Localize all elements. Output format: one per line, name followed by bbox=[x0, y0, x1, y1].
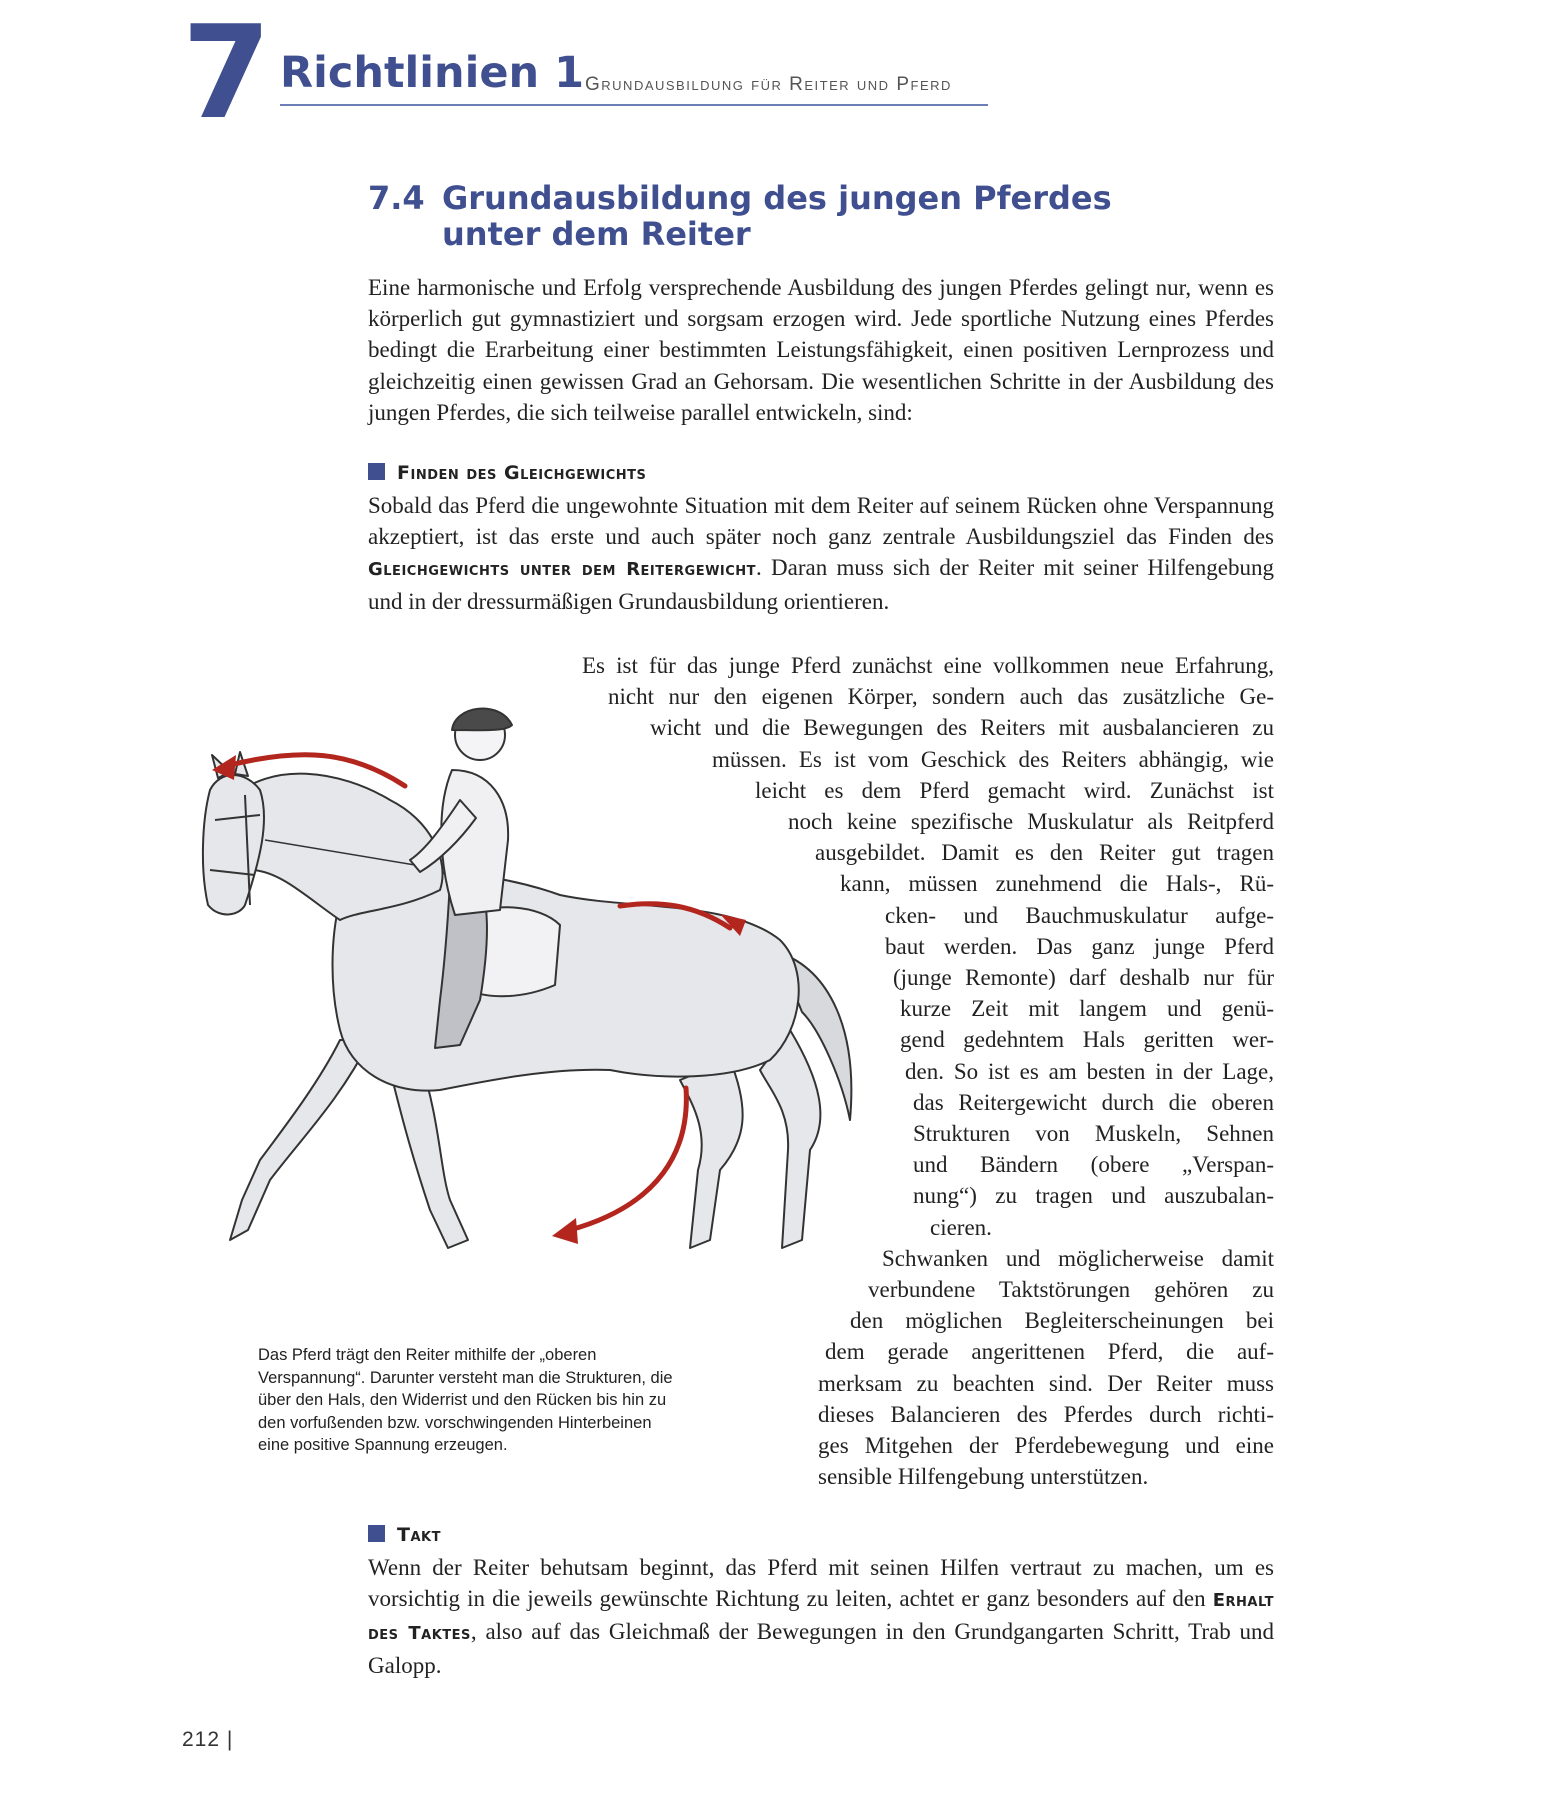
column-text-line: leicht es dem Pferd gemacht wird. Zunächst ist bbox=[755, 777, 1274, 803]
chapter-rule bbox=[280, 104, 988, 106]
column-text-line: Strukturen von Muskeln, Sehnen bbox=[913, 1121, 1274, 1146]
square-bullet-icon bbox=[368, 1525, 385, 1542]
section-title-line2: unter dem Reiter bbox=[442, 215, 751, 253]
heading-balance bbox=[368, 462, 646, 484]
column-text-line: cieren. bbox=[930, 1214, 992, 1240]
column-text-line: verbundene Taktstörungen gehören zu bbox=[868, 1277, 1274, 1302]
column-text-line: sensible Hilfengebung unterstützen. bbox=[818, 1464, 1149, 1490]
column-text-line: merksam zu beachten sind. Der Reiter muss bbox=[818, 1370, 1274, 1396]
balance-paragraph bbox=[368, 490, 1274, 617]
column-text-line: baut werden. Das ganz junge Pferd bbox=[885, 933, 1274, 959]
illustration-caption: Das Pferd trägt den Reiter mithilfe der „oberen Verspannung“. Darunter versteht man die Strukturen, die über den Hals, den Widerrist und den Rücken bis hin zu den vorfußenden bzw. vorschwingenden Hinterbeinen eine positive Spannung erzeugen. bbox=[258, 1346, 673, 1454]
intro-paragraph: Eine harmonische und Erfolg versprechende Ausbildung des jungen Pferdes gelingt nur, wenn es körperlich gut gymnastiziert und sorgsam erzogen wird. Jede sportliche Nutzung eines Pferdes bedingt die Erarbeitung einer bestimmten Leistungsfähigkeit, einen positiven Lernprozess und gleichzeitig einen gewissen Grad an Gehorsam. Die wesentlichen Schritte in der Ausbildung des jungen Pferdes, die sich teilweise parallel entwickeln, sind: bbox=[368, 275, 1274, 425]
column-text-line: dieses Balancieren des Pferdes durch richti- bbox=[818, 1401, 1274, 1427]
balance-text-after: . Daran muss sich der Reiter mit seiner Hilfengebung und in der dressurmäßigen Grundausbildung orientieren. bbox=[368, 555, 1274, 614]
column-text-line: ges Mitgehen der Pferdebewegung und eine bbox=[818, 1433, 1274, 1458]
column-text-line: und Bändern (obere „Verspan- bbox=[913, 1152, 1274, 1178]
heading-takt bbox=[368, 1524, 441, 1546]
column-text-line: kurze Zeit mit langem und genü- bbox=[900, 996, 1274, 1022]
page-number: 212 | bbox=[182, 1728, 234, 1751]
takt-emphasis: Erhalt des Taktes bbox=[368, 1590, 1274, 1645]
column-text-line: das Reitergewicht durch die oberen bbox=[913, 1089, 1274, 1115]
column-text-line: Es ist für das junge Pferd zunächst eine vollkommen neue Erfahrung, bbox=[582, 653, 1274, 678]
column-text-line: nicht nur den eigenen Körper, sondern auch das zusätzliche Ge- bbox=[608, 684, 1274, 710]
takt-paragraph bbox=[368, 1552, 1274, 1681]
column-text-line: nung“) zu tragen und auszubalan- bbox=[913, 1183, 1274, 1209]
column-text-line: den. So ist es am besten in der Lage, bbox=[905, 1058, 1274, 1084]
section-title-line1: Grundausbildung des jungen Pferdes bbox=[442, 179, 1112, 217]
column-text-line: dem gerade angerittenen Pferd, die auf- bbox=[825, 1339, 1274, 1365]
balance-emphasis: Gleichgewichts unter dem Reitergewicht bbox=[368, 559, 757, 581]
heading-takt-text: Takt bbox=[397, 1524, 441, 1546]
chapter-number: 7 bbox=[182, 0, 268, 148]
column-text-line: ausgebildet. Damit es den Reiter gut tragen bbox=[815, 840, 1274, 866]
column-text-line: kann, müssen zunehmend die Hals-, Rü- bbox=[840, 871, 1274, 897]
section-number: 7.4 bbox=[368, 179, 425, 217]
heading-balance-text: Finden des Gleichgewichts bbox=[397, 462, 647, 484]
column-text-line: wicht und die Bewegungen des Reiters mit ausbalancieren zu bbox=[650, 715, 1274, 741]
square-bullet-icon bbox=[368, 463, 385, 480]
horse-and-rider-illustration bbox=[190, 700, 870, 1300]
column-text-line: (junge Remonte) darf deshalb nur für bbox=[893, 965, 1274, 990]
column-text-line: noch keine spezifische Muskulatur als Reitpferd bbox=[788, 809, 1274, 834]
column-text-line: müssen. Es ist vom Geschick des Reiters abhängig, wie bbox=[712, 746, 1274, 772]
balance-text-before: Sobald das Pferd die ungewohnte Situation mit dem Reiter auf seinem Rücken ohne Verspannung akzeptiert, ist das erste und auch später noch ganz zentrale Ausbildungsziel das Finden des bbox=[368, 493, 1274, 550]
chapter-title: Richtlinien 1 bbox=[280, 48, 585, 98]
column-text-line: den möglichen Begleiterscheinungen bei bbox=[850, 1308, 1274, 1334]
section-title bbox=[368, 180, 1112, 252]
chapter-subtitle: Grundausbildung für Reiter und Pferd bbox=[585, 74, 952, 95]
column-text-line: cken- und Bauchmuskulatur aufge- bbox=[885, 902, 1274, 928]
column-text-line: gend gedehntem Hals geritten wer- bbox=[900, 1027, 1274, 1053]
takt-text-before: Wenn der Reiter behutsam beginnt, das Pferd mit seinen Hilfen vertraut zu machen, um es vorsichtig in die jeweils gewünschte Richtung zu leiten, achtet er ganz besonders auf den bbox=[368, 1555, 1274, 1612]
column-text-line: Schwanken und möglicherweise damit bbox=[882, 1245, 1274, 1271]
takt-text-after: , also auf das Gleichmaß der Bewegungen in den Grundgangarten Schritt, Trab und Galopp. bbox=[368, 1619, 1275, 1678]
